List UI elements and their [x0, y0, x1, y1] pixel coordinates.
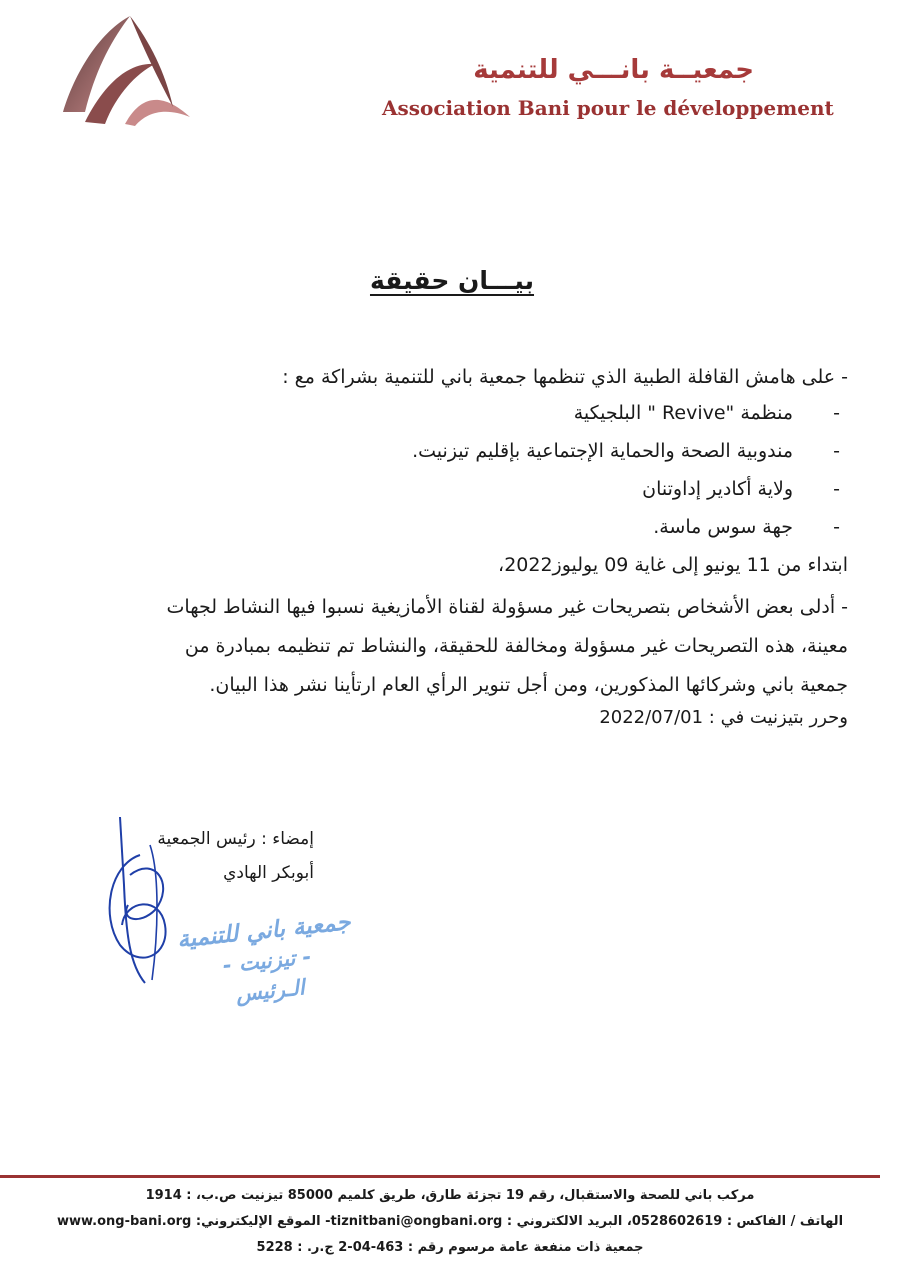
org-name-french: Association Bani pour le développement: [382, 96, 834, 120]
paragraph-line: - أدلى بعض الأشخاص بتصريحات غير مسؤولة لقناة الأمازيغية نسبوا فيها النشاط لجهات: [166, 596, 848, 618]
signature-role: إمضاء : رئيس الجمعية: [157, 829, 314, 849]
dates-line: ابتداء من 11 يونيو إلى غاية 09 يوليوز2022،: [498, 554, 848, 576]
org-name-arabic: جمعيــة بانـــي للتنمية: [473, 55, 754, 85]
partner-text: جهة سوس ماسة.: [653, 516, 793, 538]
stamp-line: الـرئيس: [234, 975, 306, 1007]
list-item: - منظمة "Revive " البلجيكية: [573, 402, 840, 424]
signatory-name: أبوبكر الهادي: [223, 863, 314, 883]
association-stamp: [168, 906, 366, 1015]
paragraph-line: معينة، هذه التصريحات غير مسؤولة ومخالفة للحقيقة، والنشاط تم تنظيمه بمبادرة من: [184, 635, 848, 657]
document-title: بيـــان حقيقة: [369, 266, 535, 295]
footer-divider: [0, 1175, 880, 1178]
partner-text: مندوبية الصحة والحماية الإجتماعية بإقليم تيزنيت.: [412, 440, 793, 462]
intro-line: - على هامش القافلة الطبية الذي تنظمها جمعية باني للتنمية بشراكة مع :: [282, 366, 848, 388]
footer-address: مركب باني للصحة والاستقبال، رقم 19 تجزئة طارق، طريق كلميم 85000 تيزنيت ص.ب، : 1914: [145, 1188, 755, 1203]
statement-paragraph: [60, 588, 848, 705]
paragraph-line: جمعية باني وشركائها المذكورين، ومن أجل تنوير الرأي العام ارتأينا نشر هذا البيان.: [209, 674, 848, 696]
association-logo: [55, 12, 195, 130]
footer-decree: جمعية ذات منفعة عامة مرسوم رقم : 463-04-2 ج.ر. : 5228: [256, 1240, 644, 1255]
partners-list: [60, 400, 848, 540]
stamp-line: - تيزنيت -: [221, 944, 313, 978]
stamp-line: جمعية باني للتنمية: [175, 909, 352, 954]
footer-contact: الهاتف / الفاكس : 0528602619، البريد الالكتروني : tiznitbani@ongbani.org- الموقع الإليكتروني: www.ong-bani.org: [56, 1214, 844, 1229]
list-item: - جهة سوس ماسة.: [653, 516, 840, 538]
written-at: وحرر بتيزنيت في : 2022/07/01: [599, 707, 848, 728]
list-item: - مندوبية الصحة والحماية الإجتماعية بإقليم تيزنيت.: [412, 440, 840, 462]
partner-text: ولاية أكادير إداوتنان: [642, 478, 793, 500]
list-item: - ولاية أكادير إداوتنان: [642, 478, 840, 500]
document-body: [60, 364, 848, 728]
footer: [20, 1183, 880, 1261]
partner-text: منظمة "Revive " البلجيكية: [573, 402, 793, 424]
